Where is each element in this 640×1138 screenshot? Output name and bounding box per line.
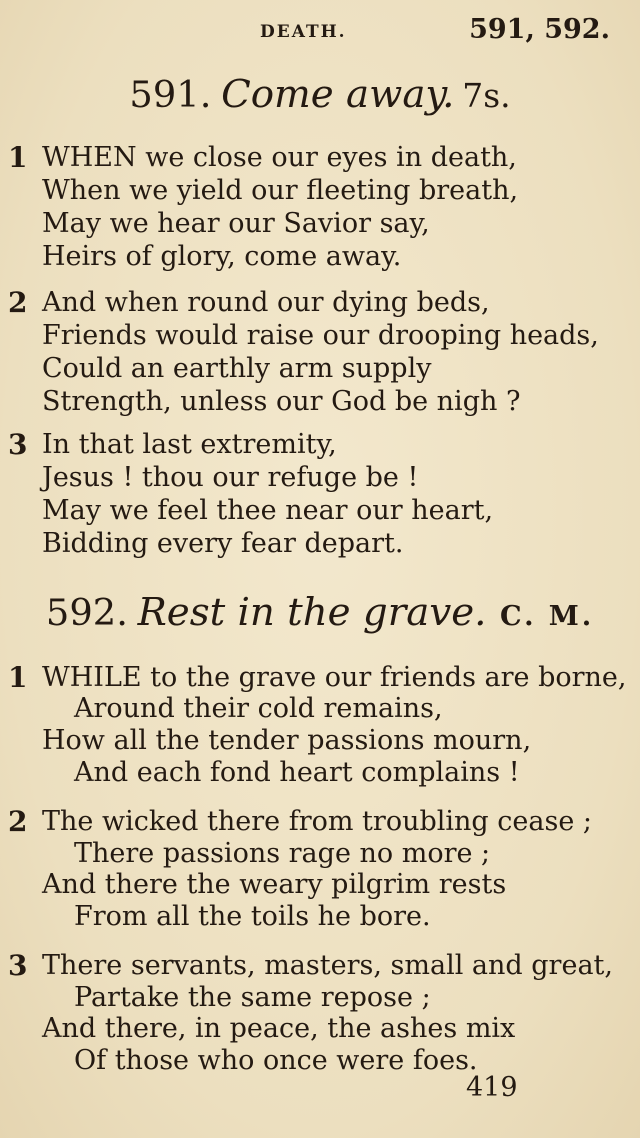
verse-line: The wicked there from troubling cease ; [42, 806, 592, 837]
verse-line: From all the toils he bore. [74, 901, 431, 932]
hymn-number: 591. [129, 72, 212, 116]
hymn-range: 591, 592. [469, 14, 610, 45]
verse-line: Of those who once were foes. [74, 1045, 478, 1076]
verse-line: May we hear our Savior say, [42, 208, 430, 239]
hymn-name: Rest in the grave. [137, 590, 487, 635]
verse-line: May we feel thee near our heart, [42, 495, 494, 526]
verse-number: 1 [8, 141, 28, 174]
hymn-name: Come away. [221, 72, 455, 117]
verse-line: Partake the same repose ; [74, 982, 431, 1013]
verse-line: Bidding every fear depart. [42, 528, 404, 559]
verse-line: Friends would raise our drooping heads, [42, 320, 599, 351]
verse-line: WHILE to the grave our friends are borne, [42, 662, 627, 693]
verse-line: Could an earthly arm supply [42, 353, 432, 384]
verse-line: Strength, unless our God be nigh ? [42, 386, 521, 417]
verse-number: 2 [8, 286, 28, 319]
hymn-meter: 7s. [462, 76, 511, 116]
verse-line: How all the tender passions mourn, [42, 725, 532, 756]
verse-line: And each fond heart complains ! [74, 757, 520, 788]
verse-line: And there the weary pilgrim rests [42, 869, 507, 900]
verse-line: When we yield our fleeting breath, [42, 175, 519, 206]
verse-line: Around their cold remains, [74, 693, 443, 724]
hymn-number: 592. [45, 590, 128, 634]
verse-line: And when round our dying beds, [42, 287, 490, 318]
verse-number: 1 [8, 661, 28, 694]
verse-line: Jesus ! thou our refuge be ! [42, 462, 419, 493]
verse-line: And there, in peace, the ashes mix [42, 1013, 516, 1044]
verse-line: Heirs of glory, come away. [42, 241, 402, 272]
hymn-meter: C. M. [500, 599, 595, 632]
verse-number: 3 [8, 428, 28, 461]
hymn-title-592 [10, 590, 630, 635]
verse-line: In that last extremity, [42, 429, 337, 460]
section-title: DEATH. [260, 22, 347, 42]
verse-number: 2 [8, 805, 28, 838]
verse-line: WHEN we close our eyes in death, [42, 142, 517, 173]
verse-line: There passions rage no more ; [74, 838, 491, 869]
running-head [0, 14, 640, 48]
verse-line: There servants, masters, small and great, [42, 950, 613, 981]
page-number: 419 [466, 1072, 518, 1103]
verse-number: 3 [8, 949, 28, 982]
hymn-title-591 [10, 72, 630, 117]
